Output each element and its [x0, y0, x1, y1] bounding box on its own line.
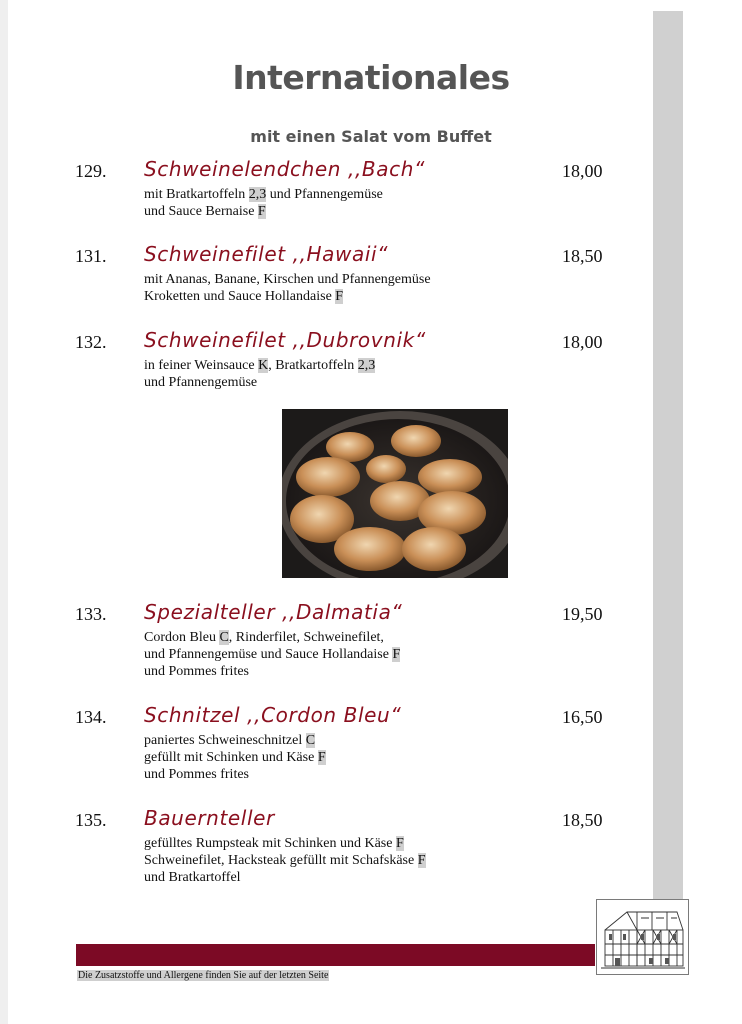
dish-photo [282, 409, 508, 578]
description-line [144, 203, 383, 220]
item-price: 18,00 [562, 332, 603, 352]
allergen-code: 2,3 [248, 187, 267, 202]
description-line [144, 732, 326, 749]
description-text: in feiner Weinsauce [144, 358, 259, 373]
description-line [144, 374, 375, 391]
item-name: Schweinelendchen ,,Bach“ [144, 157, 425, 181]
item-description [144, 186, 383, 220]
description-text: und Pommes frites [144, 664, 249, 679]
description-line [144, 357, 375, 374]
item-description [144, 357, 375, 391]
page-title: Internationales [232, 58, 510, 97]
allergen-code: F [392, 647, 401, 662]
description-text: und Sauce Bernaise [144, 204, 258, 219]
item-price: 16,50 [562, 707, 603, 727]
allergen-code: F [317, 750, 326, 765]
item-description [144, 629, 400, 680]
description-line [144, 749, 326, 766]
allergen-code: C [305, 733, 316, 748]
item-price: 19,50 [562, 604, 603, 624]
footer-note: Die Zusatzstoffe und Allergene finden Sie auf der letzten Seite [78, 970, 329, 981]
description-text: und Pfannengemüse [144, 375, 258, 390]
description-text: mit Ananas, Banane, Kirschen und Pfannengemüse [144, 272, 431, 287]
item-description [144, 732, 326, 783]
item-price: 18,00 [562, 161, 603, 181]
item-description [144, 271, 431, 305]
item-number: 131. [75, 246, 107, 266]
allergen-code: F [417, 853, 426, 868]
description-line [144, 186, 383, 203]
description-text: und Bratkartoffel [144, 870, 241, 885]
item-number: 134. [75, 707, 107, 727]
item-name: Bauernteller [144, 806, 275, 830]
description-line [144, 766, 326, 783]
allergen-code: K [258, 358, 269, 373]
description-text: paniertes Schweineschnitzel [144, 733, 306, 748]
description-text: und Pommes frites [144, 767, 249, 782]
description-text: Kroketten und Sauce Hollandaise [144, 289, 336, 304]
allergen-code: F [257, 204, 266, 219]
item-number: 129. [75, 161, 107, 181]
description-text: und Pfannengemüse [266, 187, 383, 202]
description-text: , Rinderfilet, Schweinefilet, [228, 630, 384, 645]
description-text: mit Bratkartoffeln [144, 187, 249, 202]
item-number: 135. [75, 810, 107, 830]
item-price: 18,50 [562, 246, 603, 266]
description-line [144, 629, 400, 646]
page-subtitle: mit einen Salat vom Buffet [250, 127, 492, 146]
description-line [144, 271, 431, 288]
description-text: und Pfannengemüse und Sauce Hollandaise [144, 647, 393, 662]
footer-bar [76, 944, 595, 966]
item-number: 132. [75, 332, 107, 352]
item-name: Schweinefilet ,,Hawaii“ [144, 242, 389, 266]
description-line [144, 852, 426, 869]
allergen-code: C [219, 630, 229, 645]
description-text: Schweinefilet, Hackstеak gefüllt mit Schafskäse [144, 853, 418, 868]
description-text: Cordon Bleu [144, 630, 220, 645]
description-text: gefüllt mit Schinken und Käse [144, 750, 318, 765]
description-line [144, 646, 400, 663]
description-line [144, 663, 400, 680]
description-line [144, 288, 431, 305]
allergen-code: F [395, 836, 404, 851]
item-name: Schweinefilet ,,Dubrovnik“ [144, 328, 426, 352]
description-text: gefülltes Rumpsteak mit Schinken und Käse [144, 836, 396, 851]
allergen-code: F [335, 289, 344, 304]
description-line [144, 835, 426, 852]
page-edge [0, 0, 8, 1024]
item-description [144, 835, 426, 886]
item-name: Spezialteller ,,Dalmatia“ [144, 600, 403, 624]
item-price: 18,50 [562, 810, 603, 830]
allergen-code: 2,3 [357, 358, 376, 373]
description-text: , Bratkartoffeln [268, 358, 358, 373]
item-number: 133. [75, 604, 107, 624]
description-line [144, 869, 426, 886]
restaurant-logo [596, 899, 689, 975]
item-name: Schnitzel ,,Cordon Bleu“ [144, 703, 402, 727]
